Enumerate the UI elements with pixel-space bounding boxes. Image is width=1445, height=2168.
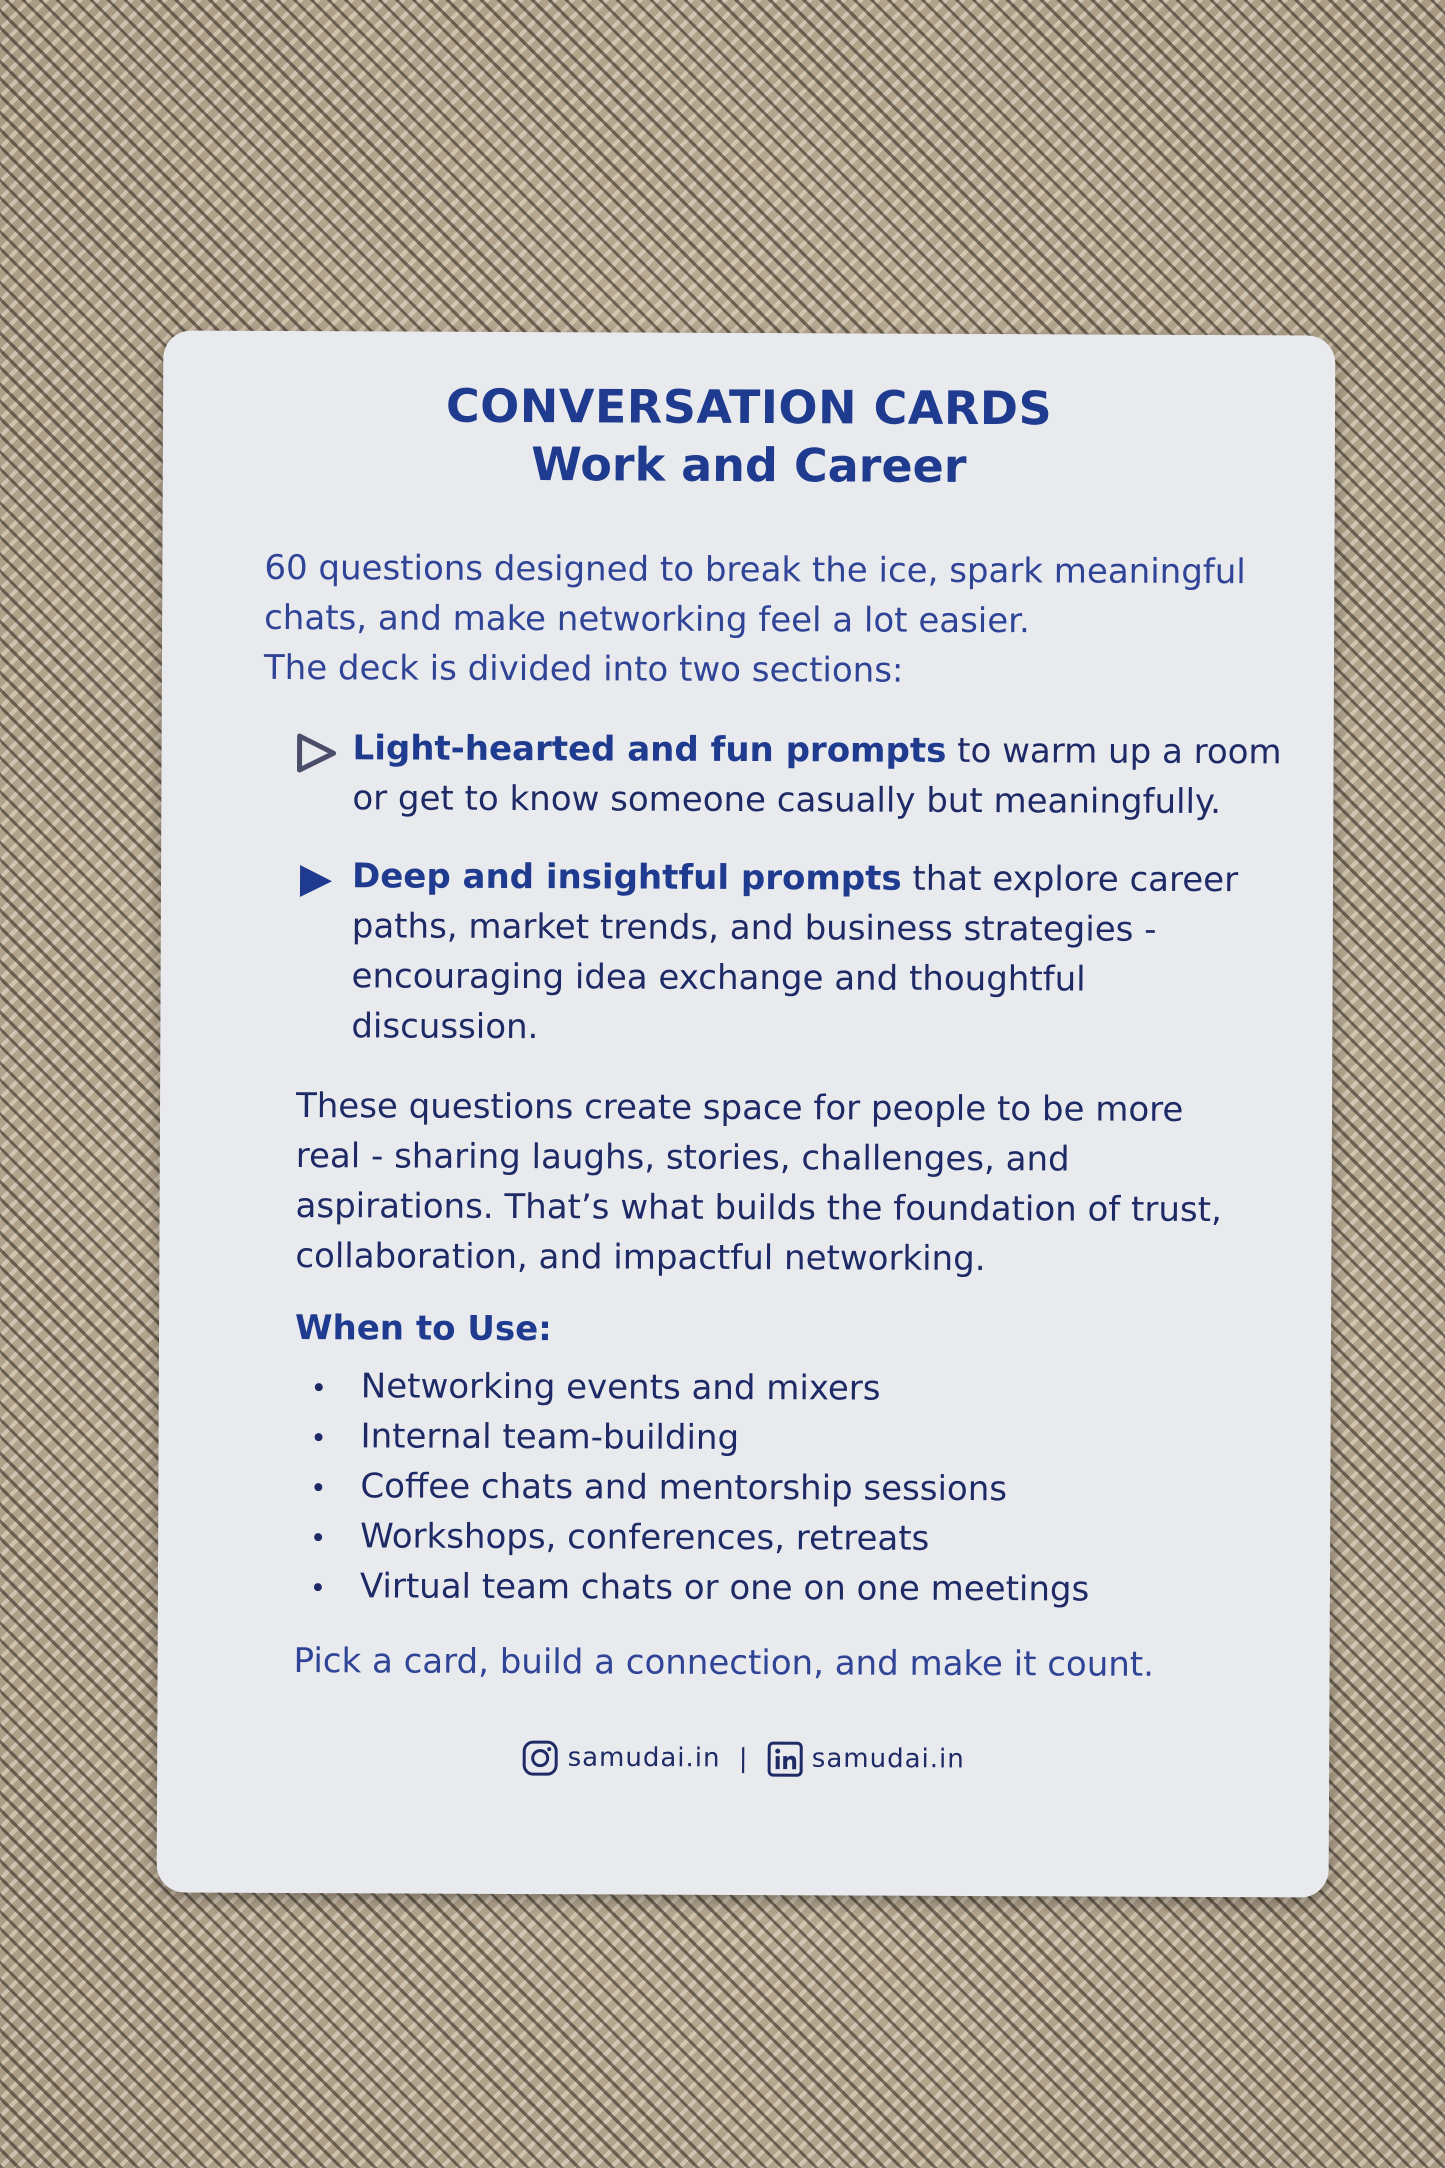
footer-separator: | xyxy=(738,1743,748,1774)
bullet-dot-icon xyxy=(314,1483,322,1491)
linkedin-link xyxy=(766,1738,965,1779)
section-one-line2: or get to know someone casually but meaningfully. xyxy=(352,778,1222,823)
intro-line: chats, and make networking feel a lot easier. xyxy=(264,597,1030,642)
section-one-line1: to warm up a room xyxy=(946,730,1282,773)
card-subtitle: Work and Career xyxy=(531,437,967,493)
card-title-block xyxy=(163,375,1335,496)
conversation-card xyxy=(157,330,1336,1897)
paragraph-line: real - sharing laughs, stories, challenges, and xyxy=(295,1136,1070,1180)
section-one xyxy=(295,723,1282,823)
list-item: Internal team-building xyxy=(294,1411,1090,1464)
section-one-heading: Light-hearted and fun prompts xyxy=(352,728,947,771)
linkedin-handle: samudai.in xyxy=(811,1744,965,1775)
social-footer xyxy=(157,1735,1329,1781)
list-item: Coffee chats and mentorship sessions xyxy=(294,1461,1090,1514)
intro-line: The deck is divided into two sections: xyxy=(263,647,904,691)
intro-text xyxy=(264,543,1265,697)
paragraph-line: aspirations. That’s what builds the foundation of trust, xyxy=(295,1186,1222,1231)
outline-triangle-icon xyxy=(294,731,338,775)
section-two-line1: that explore career xyxy=(901,858,1239,901)
bullet-dot-icon xyxy=(314,1583,322,1591)
list-item: Workshops, conferences, retreats xyxy=(294,1511,1090,1564)
bullet-dot-icon xyxy=(314,1533,322,1541)
list-item: Virtual team chats or one on one meetings xyxy=(294,1561,1090,1614)
bullet-dot-icon xyxy=(315,1383,323,1391)
instagram-icon xyxy=(522,1739,560,1777)
section-two-line4: discussion. xyxy=(351,1006,539,1048)
list-item: Networking events and mixers xyxy=(295,1361,1091,1414)
section-two-line2: paths, market trends, and business strategies - xyxy=(351,906,1157,950)
instagram-handle: samudai.in xyxy=(567,1742,721,1774)
instagram-link xyxy=(522,1737,721,1778)
paragraph-line: collaboration, and impactful networking. xyxy=(295,1236,986,1280)
when-to-use-heading: When to Use: xyxy=(294,1308,552,1350)
filled-triangle-icon xyxy=(294,859,338,903)
closing-line: Pick a card, build a connection, and make it count. xyxy=(293,1641,1155,1685)
section-one-text xyxy=(352,723,1282,827)
paragraph-line: These questions create space for people to be more xyxy=(295,1086,1184,1130)
uses-list xyxy=(294,1361,1090,1614)
description-paragraph xyxy=(295,1081,1256,1285)
bullet-dot-icon xyxy=(315,1433,323,1441)
linkedin-icon xyxy=(766,1740,804,1778)
intro-line: 60 questions designed to break the ice, spark meaningful xyxy=(264,547,1246,593)
section-two-text xyxy=(351,851,1242,1055)
section-two xyxy=(294,851,1239,1048)
section-two-heading: Deep and insightful prompts xyxy=(351,856,902,899)
card-title: CONVERSATION CARDS xyxy=(445,378,1053,436)
section-two-line3: encouraging idea exchange and thoughtful xyxy=(351,956,1086,1000)
